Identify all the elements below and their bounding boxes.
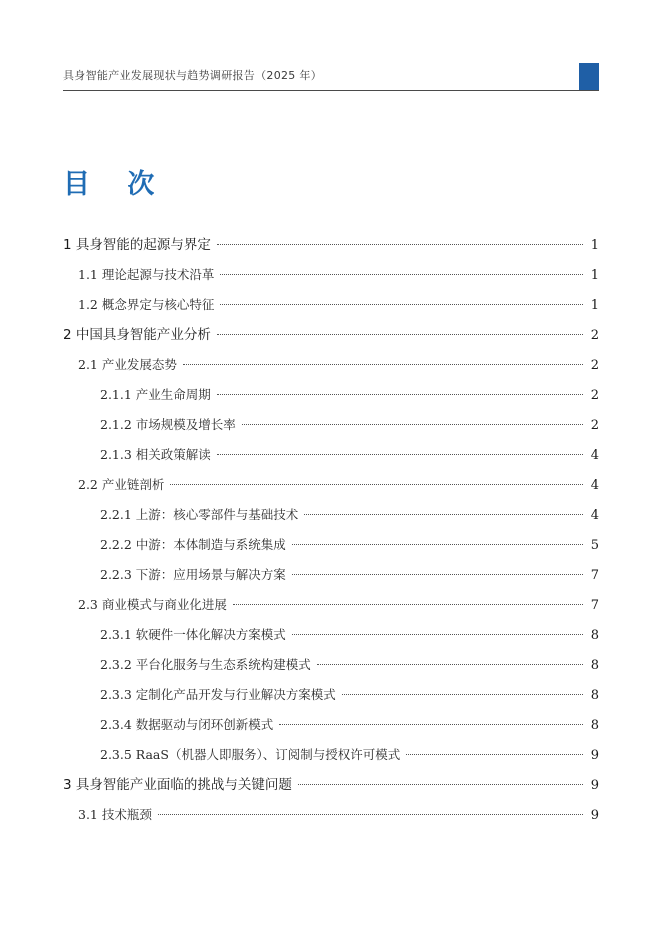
toc-entry-label: 2.3.2 平台化服务与生态系统构建模式 xyxy=(100,657,311,672)
header-accent-block xyxy=(579,63,599,90)
toc-entry-label: 2.1.1 产业生命周期 xyxy=(100,387,211,402)
toc-dot-leader xyxy=(304,514,583,515)
toc-dot-leader xyxy=(233,604,583,605)
toc-page-number: 1 xyxy=(590,268,599,283)
toc-entry[interactable] xyxy=(63,320,599,350)
table-of-contents xyxy=(63,230,599,830)
toc-page-number: 8 xyxy=(590,658,599,673)
toc-entry[interactable] xyxy=(63,500,599,530)
toc-page-number: 2 xyxy=(590,328,599,343)
toc-dot-leader xyxy=(406,754,583,755)
toc-entry[interactable] xyxy=(63,560,599,590)
toc-entry-label: 2.1 产业发展态势 xyxy=(78,357,177,372)
toc-entry-label: 2.3.1 软硬件一体化解决方案模式 xyxy=(100,627,286,642)
toc-entry[interactable] xyxy=(63,260,599,290)
toc-entry-label: 2.2.3 下游：应用场景与解决方案 xyxy=(100,567,286,582)
toc-dot-leader xyxy=(279,724,583,725)
toc-dot-leader xyxy=(220,304,583,305)
toc-dot-leader xyxy=(220,274,583,275)
toc-entry-label: 1.2 概念界定与核心特征 xyxy=(78,297,215,312)
report-header-title: 具身智能产业发展现状与趋势调研报告（2025 年） xyxy=(63,69,322,82)
toc-entry[interactable] xyxy=(63,680,599,710)
toc-entry-label: 2.3.3 定制化产品开发与行业解决方案模式 xyxy=(100,687,336,702)
toc-entry[interactable] xyxy=(63,800,599,830)
toc-entry[interactable] xyxy=(63,650,599,680)
toc-dot-leader xyxy=(298,784,583,785)
toc-entry[interactable] xyxy=(63,440,599,470)
toc-entry[interactable] xyxy=(63,770,599,800)
toc-page-number: 7 xyxy=(590,598,599,613)
toc-entry-label: 2.2.2 中游：本体制造与系统集成 xyxy=(100,537,286,552)
toc-dot-leader xyxy=(317,664,583,665)
toc-entry-label: 2 中国具身智能产业分析 xyxy=(63,327,211,343)
toc-page-number: 9 xyxy=(590,808,599,823)
toc-entry-label: 2.3 商业模式与商业化进展 xyxy=(78,597,227,612)
toc-entry[interactable] xyxy=(63,590,599,620)
toc-heading: 目 次 xyxy=(63,169,169,200)
toc-dot-leader xyxy=(217,454,583,455)
toc-page-number: 2 xyxy=(590,418,599,433)
toc-entry-label: 2.3.4 数据驱动与闭环创新模式 xyxy=(100,717,274,732)
toc-page-number: 5 xyxy=(590,538,599,553)
toc-dot-leader xyxy=(292,574,583,575)
toc-dot-leader xyxy=(217,334,583,335)
toc-entry[interactable] xyxy=(63,530,599,560)
toc-entry[interactable] xyxy=(63,350,599,380)
toc-entry[interactable] xyxy=(63,410,599,440)
toc-dot-leader xyxy=(217,394,583,395)
toc-entry[interactable] xyxy=(63,230,599,260)
toc-dot-leader xyxy=(242,424,583,425)
toc-entry[interactable] xyxy=(63,620,599,650)
toc-entry-label: 2.2.1 上游：核心零部件与基础技术 xyxy=(100,507,299,522)
toc-dot-leader xyxy=(170,484,583,485)
toc-dot-leader xyxy=(292,544,583,545)
toc-entry[interactable] xyxy=(63,290,599,320)
toc-page-number: 4 xyxy=(590,508,599,523)
toc-page-number: 9 xyxy=(590,778,599,793)
toc-entry[interactable] xyxy=(63,710,599,740)
toc-dot-leader xyxy=(292,634,583,635)
toc-entry-label: 2.3.5 RaaS（机器人即服务）、订阅制与授权许可模式 xyxy=(100,747,401,762)
toc-entry-label: 2.2 产业链剖析 xyxy=(78,477,165,492)
toc-page-number: 8 xyxy=(590,688,599,703)
toc-dot-leader xyxy=(158,814,583,815)
toc-entry-label: 3.1 技术瓶颈 xyxy=(78,807,152,822)
toc-page-number: 9 xyxy=(590,748,599,763)
toc-entry-label: 1.1 理论起源与技术沿革 xyxy=(78,267,215,282)
toc-page-number: 7 xyxy=(590,568,599,583)
toc-entry[interactable] xyxy=(63,470,599,500)
toc-dot-leader xyxy=(217,244,583,245)
toc-entry-label: 2.1.2 市场规模及增长率 xyxy=(100,417,236,432)
toc-page-number: 8 xyxy=(590,628,599,643)
toc-page-number: 8 xyxy=(590,718,599,733)
toc-page-number: 1 xyxy=(590,238,599,253)
toc-page-number: 4 xyxy=(590,448,599,463)
toc-page-number: 4 xyxy=(590,478,599,493)
toc-page-number: 2 xyxy=(590,388,599,403)
toc-entry[interactable] xyxy=(63,380,599,410)
toc-page-number: 2 xyxy=(590,358,599,373)
toc-dot-leader xyxy=(183,364,583,365)
header-divider xyxy=(63,90,599,91)
toc-entry-label: 1 具身智能的起源与界定 xyxy=(63,237,211,253)
toc-entry-label: 2.1.3 相关政策解读 xyxy=(100,447,211,462)
toc-page-number: 1 xyxy=(590,298,599,313)
toc-dot-leader xyxy=(342,694,583,695)
toc-entry-label: 3 具身智能产业面临的挑战与关键问题 xyxy=(63,777,292,793)
toc-entry[interactable] xyxy=(63,740,599,770)
